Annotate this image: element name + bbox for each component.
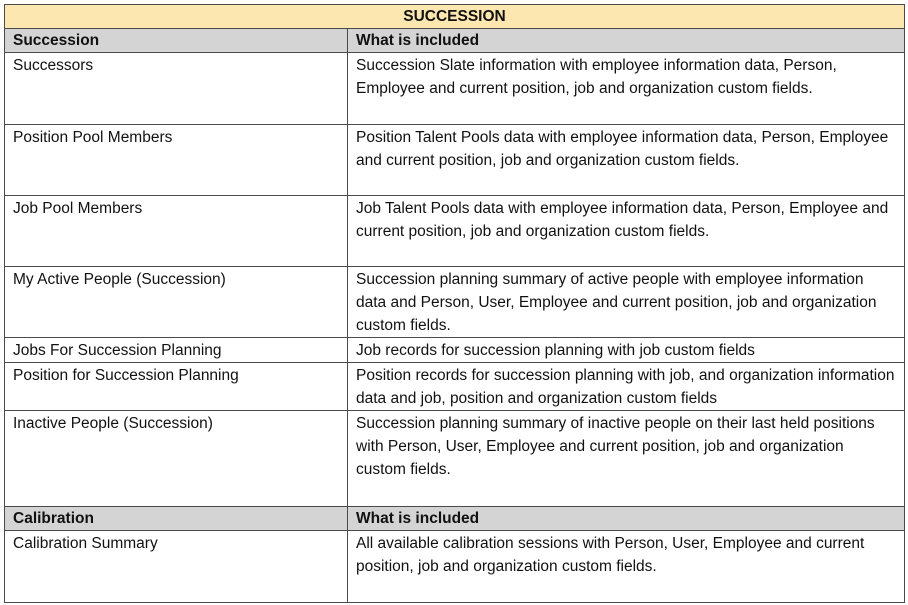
row-name: Position for Succession Planning xyxy=(5,363,348,411)
row-name: Jobs For Succession Planning xyxy=(5,338,348,363)
column-header-calibration: Calibration xyxy=(5,507,348,531)
table-row xyxy=(5,196,905,267)
row-description: Succession Slate information with employee information data, Person, Employee and current position, job and organization custom fields. xyxy=(348,53,905,125)
row-description: Job Talent Pools data with employee information data, Person, Employee and current position, job and organization custom fields. xyxy=(348,196,905,267)
column-header-succession: Succession xyxy=(5,29,348,53)
table-row xyxy=(5,338,905,363)
table-row xyxy=(5,267,905,338)
succession-table xyxy=(4,4,905,603)
table-title-row xyxy=(5,5,905,29)
succession-header-row xyxy=(5,29,905,53)
row-description: Position Talent Pools data with employee information data, Person, Employee and current position, job and organization custom fields. xyxy=(348,125,905,196)
row-description: Succession planning summary of inactive people on their last held positions with Person, User, Employee and current position, job and organization custom fields. xyxy=(348,411,905,507)
row-description: Job records for succession planning with job custom fields xyxy=(348,338,905,363)
table-row xyxy=(5,531,905,603)
row-description: Succession planning summary of active people with employee information data and Person, User, Employee and current position, job and organization custom fields. xyxy=(348,267,905,338)
table-title: SUCCESSION xyxy=(5,5,905,29)
calibration-header-row xyxy=(5,507,905,531)
table-row xyxy=(5,411,905,507)
row-description: All available calibration sessions with Person, User, Employee and current position, job and organization custom fields. xyxy=(348,531,905,603)
column-header-what-is-included: What is included xyxy=(348,29,905,53)
row-description: Position records for succession planning with job, and organization information data and job, position and organization custom fields xyxy=(348,363,905,411)
column-header-what-is-included: What is included xyxy=(348,507,905,531)
table-row xyxy=(5,125,905,196)
table-row xyxy=(5,363,905,411)
row-name: Successors xyxy=(5,53,348,125)
row-name: My Active People (Succession) xyxy=(5,267,348,338)
row-name: Job Pool Members xyxy=(5,196,348,267)
table-row xyxy=(5,53,905,125)
row-name: Position Pool Members xyxy=(5,125,348,196)
row-name: Inactive People (Succession) xyxy=(5,411,348,507)
row-name: Calibration Summary xyxy=(5,531,348,603)
